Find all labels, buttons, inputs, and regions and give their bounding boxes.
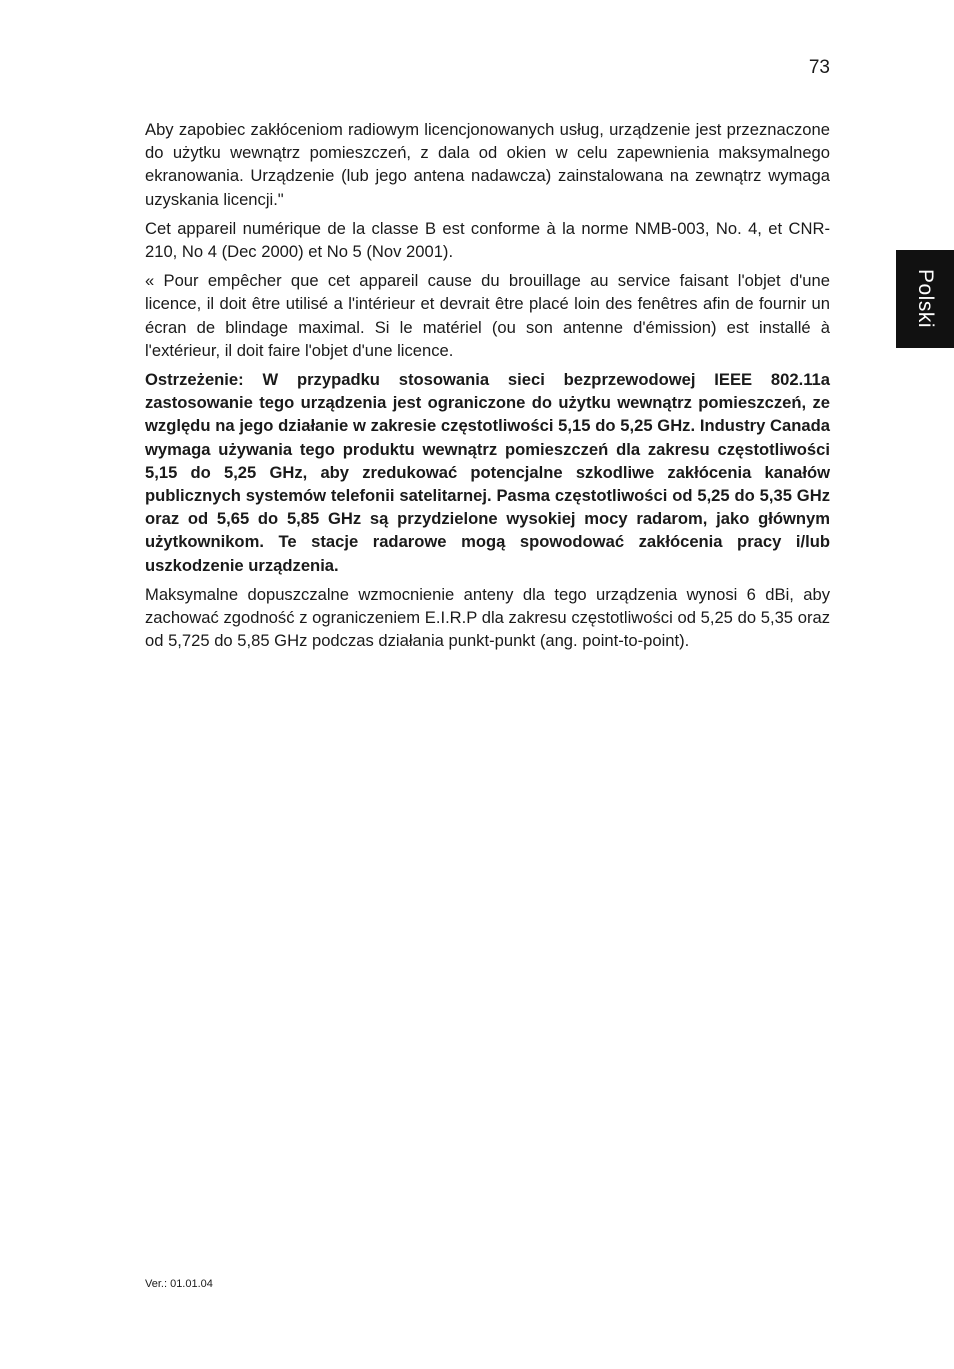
page-number: 73	[808, 57, 830, 78]
paragraph-antenna-gain-pl: Maksymalne dopuszczalne wzmocnienie anteny dla tego urządzenia wynosi 6 dBi, aby zachować zgodność z ograniczeniem E.I.R.P dla zakresu częstotliwości od 5,25 do 5,35 oraz od 5,725 do 5,85 GHz podczas działania punkt-punkt (ang. point-to-point).	[145, 584, 830, 651]
footer-version: Ver.: 01.01.04	[145, 1278, 213, 1290]
language-tab-label: Polski	[914, 269, 937, 329]
paragraph-radio-interference-pl: Aby zapobiec zakłóceniom radiowym licencjonowanych usług, urządzenie jest przeznaczone do użytku wewnątrz pomieszczeń, z dala od okien w celu zapewnienia maksymalnego ekranowania. Urządzenie (lub jego antena nadawcza) zainstalowana na zewnątrz wymaga uzyskania licencji."	[145, 120, 830, 209]
language-tab	[896, 250, 954, 348]
document-body	[145, 118, 830, 658]
paragraph-licence-fr: « Pour empêcher que cet appareil cause du brouillage au service faisant l'objet d'une licence, il doit être utilisé a l'intérieur et devrait être placé loin des fenêtres afin de fournir un écran de blindage maximal. Si le matériel (ou son antenne d'émission) est installé à l'extérieur, il doit faire l'objet d'une licence.	[145, 271, 830, 360]
paragraph-class-b-compliance-fr: Cet appareil numérique de la classe B est conforme à la norme NMB-003, No. 4, et CNR-210, No 4 (Dec 2000) et No 5 (Nov 2001).	[145, 218, 830, 262]
paragraph-warning-pl: Ostrzeżenie: W przypadku stosowania sieci bezprzewodowej IEEE 802.11a zastosowanie tego urządzenia jest ograniczone do użytku wewnątrz pomieszczeń, ze względu na jego działanie w zakresie częstotliwości 5,15 do 5,25 GHz. Industry Canada wymaga używania tego produktu wewnątrz pomieszczeń dla zakresu częstotliwości 5,15 do 5,25 GHz, aby zredukować potencjalne szkodliwe zakłócenia kanałów publicznych systemów telefonii satelitarnej. Pasma częstotliwości od 5,25 do 5,35 GHz oraz od 5,65 do 5,85 GHz są przydzielone wysokiej mocy radarom, jako głównym użytkownikom. Te stacje radarowe mogą spowodować zakłócenia pracy i/lub uszkodzenie urządzenia.	[145, 370, 830, 575]
